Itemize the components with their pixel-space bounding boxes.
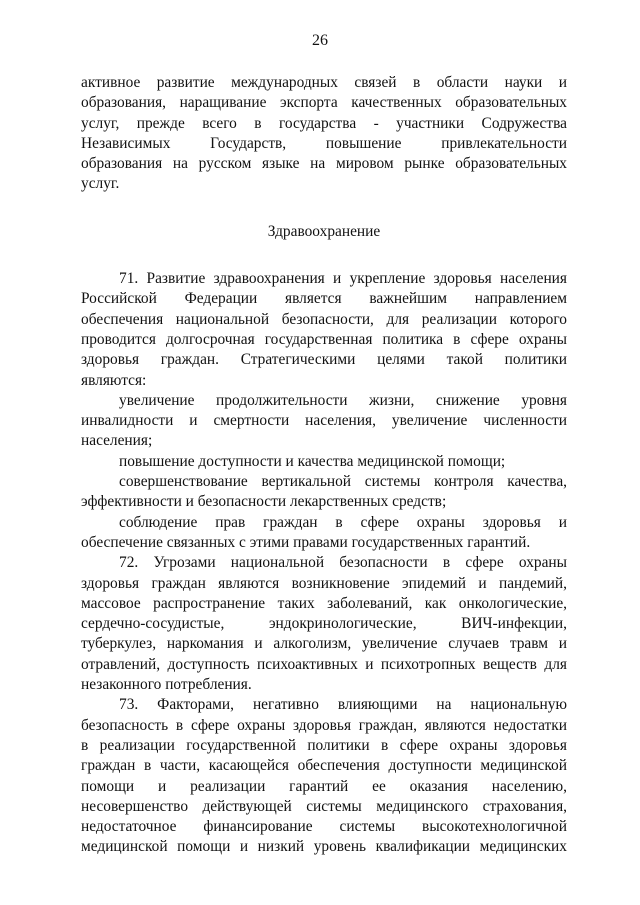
paragraph [81, 553, 567, 695]
text-line: образования на русском языке на мировом рынке образовательных [81, 155, 567, 173]
text-line: активное развитие международных связей в области науки и [81, 74, 567, 91]
text-line: помощи и реализации гарантий ее оказания населению, [81, 777, 567, 795]
text-line: массовое распространение таких заболеваний, как онкологические, [81, 594, 567, 612]
text-line: повышение доступности и качества медицинской помощи; [119, 452, 506, 470]
text-line: недостаточное финансирование системы высокотехнологичной [81, 818, 567, 836]
text-line: населения; [81, 432, 153, 450]
text-line: несовершенство действующей системы медицинского страхования, [81, 797, 567, 815]
text-line: медицинской помощи и низкий уровень квалификации медицинских [81, 838, 567, 856]
text-line: увеличение продолжительности жизни, снижение уровня [119, 391, 567, 409]
text-line: 72. Угрозами национальной безопасности в сфере охраны [119, 554, 567, 572]
text-line: здоровья граждан. Стратегическими целями такой политики [81, 351, 567, 369]
text-line: Российской Федерации является важнейшим направлением [81, 290, 567, 308]
paragraph [81, 269, 567, 391]
text-line: незаконного потребления. [81, 676, 252, 694]
text-line: совершенствование вертикальной системы контроля качества, [119, 473, 567, 491]
text-line: Независимых Государств, повышение привлекательности [81, 134, 567, 152]
page-number: 26 [312, 32, 328, 49]
text-line: образования, наращивание экспорта качественных образовательных [81, 94, 567, 112]
text-line: туберкулез, наркомания и алкоголизм, увеличение случаев травм и [81, 635, 567, 653]
text-line: граждан в части, касающейся обеспечения доступности медицинской [81, 757, 567, 775]
section-heading: Здравоохранение [267, 222, 381, 240]
text-line: отравлений, доступность психоактивных и психотропных веществ для [81, 655, 567, 673]
text-line: эффективности и безопасности лекарственных средств; [81, 493, 447, 511]
section-paragraphs [81, 269, 567, 858]
document-body [81, 73, 567, 858]
text-line: сердечно-сосудистые, эндокринологические, ВИЧ-инфекции, [81, 615, 567, 633]
text-line: обеспечение связанных с этими правами государственных гарантий. [81, 533, 531, 551]
text-line: соблюдение прав граждан в сфере охраны здоровья и [119, 513, 567, 531]
paragraph [81, 391, 567, 452]
text-line: в реализации государственной политики в сфере охраны здоровья [81, 736, 567, 754]
text-line: безопасность в сфере охраны здоровья граждан, являются недостатки [81, 716, 567, 734]
text-line: 73. Факторами, негативно влияющими на национальную [119, 696, 567, 714]
text-line: 71. Развитие здравоохранения и укрепление здоровья населения [119, 270, 567, 288]
text-line: здоровья граждан являются возникновение эпидемий и пандемий, [81, 574, 567, 592]
intro-paragraph [81, 73, 567, 195]
paragraph [81, 695, 567, 857]
text-line: являются: [81, 371, 147, 389]
text-line: услуг. [81, 175, 120, 193]
text-line: обеспечения национальной безопасности, для реализации которого [81, 310, 567, 328]
paragraph [81, 513, 567, 554]
text-line: услуг, прежде всего в государства - участники Содружества [81, 114, 567, 132]
text-line: инвалидности и смертности населения, увеличение численности [81, 412, 567, 430]
text-line: проводится долгосрочная государственная политика в сфере охраны [81, 330, 567, 348]
paragraph [81, 472, 567, 513]
paragraph [81, 452, 567, 472]
